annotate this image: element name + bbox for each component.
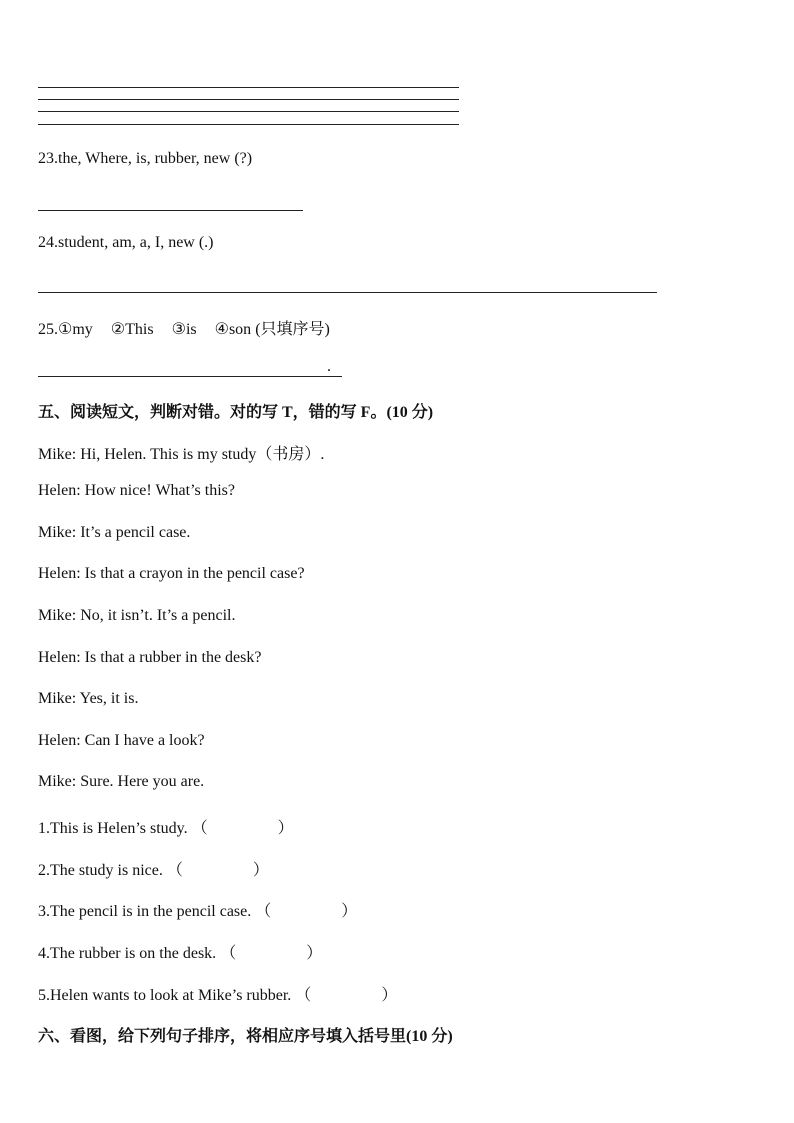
end-mark: . <box>327 358 331 375</box>
writing-line[interactable] <box>38 124 459 125</box>
answer-parens[interactable]: （ ） <box>255 903 358 920</box>
dialogue-line: Helen: How nice! What’s this? <box>38 482 235 499</box>
answer-line-24[interactable] <box>38 292 657 293</box>
dialogue-line: Mike: It’s a pencil case. <box>38 524 191 541</box>
statement: 2.The study is nice. （ ） <box>38 862 269 879</box>
option-3: ③is <box>171 321 197 338</box>
answer-parens[interactable]: （ ） <box>295 987 398 1004</box>
question-text: student, am, a, I, new (.) <box>58 234 214 251</box>
question-24 <box>38 234 214 252</box>
dialogue-line: Helen: Is that a rubber in the desk? <box>38 649 262 666</box>
question-note: (只填序号) <box>255 321 330 338</box>
dialogue-line: Mike: Hi, Helen. This is my study（书房）. <box>38 446 325 463</box>
writing-line[interactable] <box>38 87 459 88</box>
answer-parens[interactable]: （ ） <box>220 945 323 962</box>
answer-parens[interactable]: （ ） <box>191 820 294 837</box>
question-text: the, Where, is, rubber, new (?) <box>58 150 253 167</box>
option-1: ①my <box>58 321 93 338</box>
option-2: ②This <box>110 321 154 338</box>
question-23 <box>38 150 252 168</box>
statement: 3.The pencil is in the pencil case. （ ） <box>38 903 358 920</box>
answer-line-23[interactable] <box>38 210 303 211</box>
writing-line[interactable] <box>38 99 459 100</box>
option-4: ④son <box>214 321 252 338</box>
answer-line-25[interactable] <box>38 376 342 377</box>
dialogue-line: Mike: Yes, it is. <box>38 690 139 707</box>
dialogue-line: Helen: Can I have a look? <box>38 732 205 749</box>
question-number: 24. <box>38 234 58 251</box>
dialogue-line: Helen: Is that a crayon in the pencil case? <box>38 565 305 582</box>
statement: 4.The rubber is on the desk. （ ） <box>38 945 323 962</box>
section-5-heading: 五、阅读短文，判断对错。对的写 T，错的写 F。(10 分) <box>38 404 434 421</box>
section-6-heading: 六、看图，给下列句子排序，将相应序号填入括号里(10 分) <box>38 1028 453 1045</box>
question-number: 23. <box>38 150 58 167</box>
dialogue-line: Mike: No, it isn’t. It’s a pencil. <box>38 607 236 624</box>
question-25 <box>38 316 330 339</box>
statement: 5.Helen wants to look at Mike’s rubber. （ ） <box>38 987 398 1004</box>
question-number: 25. <box>38 321 58 338</box>
statement: 1.This is Helen’s study. （ ） <box>38 820 294 837</box>
dialogue-line: Mike: Sure. Here you are. <box>38 773 205 790</box>
writing-line[interactable] <box>38 111 459 112</box>
answer-parens[interactable]: （ ） <box>166 862 269 879</box>
